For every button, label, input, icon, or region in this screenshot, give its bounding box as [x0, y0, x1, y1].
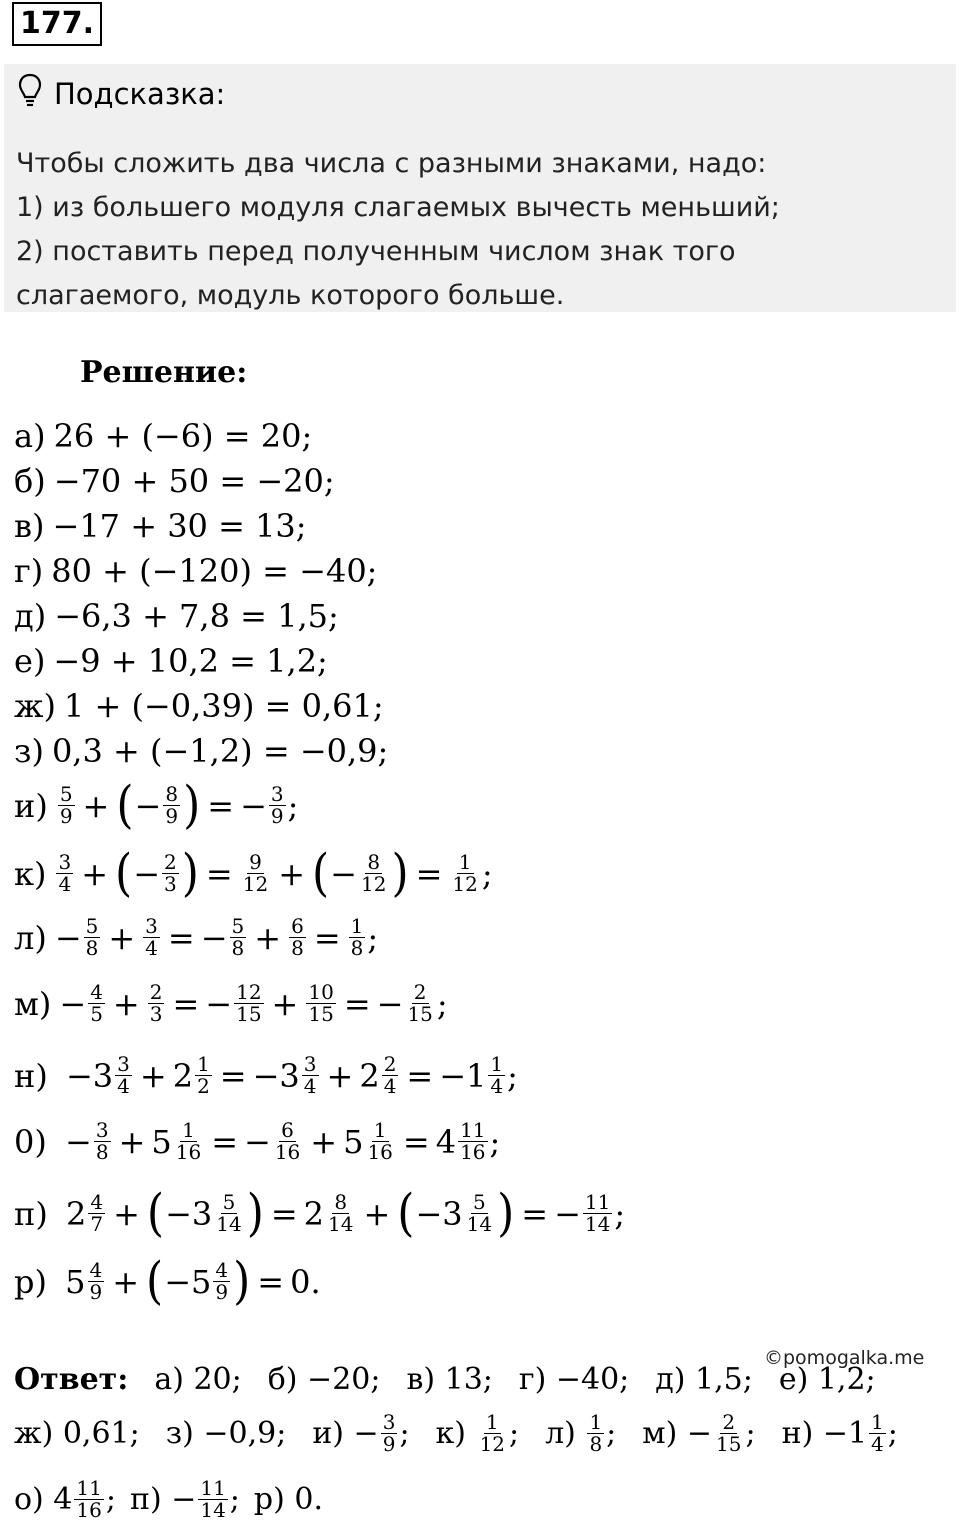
row-label: ж)	[14, 687, 56, 725]
answer-item: д) 1,5;	[655, 1362, 753, 1397]
solution-row-l: л) − $\frac{5}{8}$ + $\frac{3}{4}$ = − $\frac{5}{8}$ + $\frac{6}{8}$ = $\frac{1}{8}$ ;	[14, 914, 379, 960]
hint-line: слагаемого, модуль которого больше.	[16, 280, 565, 311]
answer-item: а) 20;	[154, 1362, 242, 1397]
hint-line: Чтобы сложить два числа с разными знаками, надо:	[16, 148, 767, 179]
row-expression: 80 + (−120) = −40;	[51, 552, 378, 590]
fraction: $\frac{1}{16}$	[175, 1118, 202, 1164]
fraction: $\frac{12}{15}$	[236, 980, 262, 1026]
solution-row-i: и) $\frac{5}{9}$ + ( − $\frac{8}{9}$ ) = − $\frac{3}{9}$ ;	[14, 776, 299, 835]
row-label: в)	[14, 507, 45, 545]
row-label: 0)	[14, 1122, 47, 1161]
solution-row-z	[14, 732, 388, 770]
solution-row-p: п) 2 $\frac{4}{7}$ + ( −3 $\frac{5}{14}$ ) = 2 $\frac{8}{14}$ + ( −3 $\frac{5}{14}$ ) = − $\frac{11}{14}$ ;	[14, 1184, 626, 1243]
fraction: $\frac{11}{14}$	[584, 1190, 611, 1236]
fraction: $\frac{2}{4}$	[383, 1052, 397, 1098]
solution-row-v	[14, 507, 307, 545]
row-label: г)	[14, 552, 44, 590]
row-expression: 1 + (−0,39) = 0,61;	[63, 687, 384, 725]
solution-row-e	[14, 642, 328, 680]
fraction: $\frac{3}{4}$	[145, 914, 158, 960]
row-label: м)	[14, 984, 52, 1023]
fraction: $\frac{2}{15}$	[407, 980, 433, 1026]
fraction: $\frac{4}{9}$	[215, 1258, 229, 1304]
fraction: $\frac{11}{16}$	[460, 1118, 486, 1164]
row-expression: 26 + (−6) = 20;	[53, 417, 313, 455]
answer-item: з) −0,9;	[165, 1416, 287, 1451]
lightbulb-icon	[18, 73, 42, 116]
solution-row-k: к) $\frac{3}{4}$ + ( − $\frac{2}{3}$ ) = $\frac{9}{12}$ + ( − $\frac{8}{12}$ ) = $\frac{1}{12}$ ;	[14, 844, 493, 903]
fraction: $\frac{6}{16}$	[274, 1118, 301, 1164]
answer-item: е) 1,2;	[778, 1362, 876, 1397]
row-label: б)	[14, 462, 46, 500]
answer-row-3	[14, 1478, 349, 1521]
fraction: $\frac{5}{8}$	[231, 914, 245, 960]
fraction: $\frac{1}{12}$	[452, 850, 478, 896]
answer-item: н) −1 $\frac{1}{4}$ ;	[781, 1410, 898, 1456]
answer-item: м) − $\frac{2}{15}$ ;	[642, 1410, 756, 1456]
row-expression: −9 + 10,2 = 1,2;	[53, 642, 328, 680]
fraction: $\frac{1}{4}$	[490, 1052, 504, 1098]
row-label: р)	[14, 1262, 47, 1301]
fraction: $\frac{8}{9}$	[165, 782, 179, 828]
hint-line: 2) поставить перед полученным числом знак того	[16, 236, 736, 267]
fraction: $\frac{2}{3}$	[164, 850, 177, 896]
fraction: $\frac{1}{2}$	[197, 1052, 210, 1098]
answer-item: ж) 0,61;	[14, 1416, 140, 1451]
row-label: а)	[14, 417, 46, 455]
solution-row-o: 0) − $\frac{3}{8}$ + 5 $\frac{1}{16}$ = − $\frac{6}{16}$ + 5 $\frac{1}{16}$ = 4 $\frac{11}{16}$ ;	[14, 1118, 501, 1164]
answer-row-1	[14, 1362, 902, 1397]
answer-item: л) $\frac{1}{8}$ ;	[545, 1410, 617, 1456]
row-expression: −6,3 + 7,8 = 1,5;	[54, 597, 339, 635]
fraction: $\frac{3}{4}$	[303, 1052, 317, 1098]
solution-row-zh	[14, 687, 384, 725]
fraction: $\frac{4}{5}$	[90, 980, 103, 1026]
answer-item: р) 0.	[253, 1482, 323, 1517]
solution-row-a	[14, 417, 312, 455]
answer-item: п) − $\frac{11}{14}$ ;	[129, 1476, 240, 1522]
answer-item: к) $\frac{1}{12}$ ;	[435, 1410, 520, 1456]
solution-heading: Решение:	[80, 355, 248, 390]
answer-item: в) 13;	[406, 1362, 493, 1397]
row-label: е)	[14, 642, 46, 680]
solution-row-g	[14, 552, 377, 590]
fraction: $\frac{6}{8}$	[291, 914, 304, 960]
fraction: $\frac{8}{12}$	[360, 850, 387, 896]
fraction: $\frac{9}{12}$	[242, 850, 269, 896]
fraction: $\frac{3}{8}$	[95, 1118, 109, 1164]
fraction: $\frac{5}{14}$	[216, 1190, 242, 1236]
fraction: $\frac{2}{3}$	[149, 980, 163, 1026]
task-number: 177.	[12, 2, 102, 46]
row-label: н)	[14, 1056, 48, 1095]
row-label: з)	[14, 732, 44, 770]
fraction: $\frac{1}{16}$	[367, 1118, 393, 1164]
solution-row-d	[14, 597, 339, 635]
fraction: $\frac{4}{7}$	[90, 1190, 104, 1236]
answer-title: Ответ:	[14, 1362, 129, 1397]
answer-row-2	[14, 1412, 924, 1455]
fraction: $\frac{8}{14}$	[328, 1190, 354, 1236]
hint-title: Подсказка:	[54, 77, 226, 111]
row-label: д)	[14, 597, 47, 635]
row-expression: −17 + 30 = 13;	[52, 507, 307, 545]
solution-row-n: н) −3 $\frac{3}{4}$ + 2 $\frac{1}{2}$ = −3 $\frac{3}{4}$ + 2 $\frac{2}{4}$ = −1 $\frac{1}{4}$ ;	[14, 1052, 518, 1098]
row-label: и)	[14, 786, 48, 825]
answer-item: о) 4 $\frac{11}{16}$ ;	[14, 1476, 116, 1522]
solution-row-b	[14, 462, 335, 500]
fraction: $\frac{3}{4}$	[117, 1052, 130, 1098]
answer-item: и) − $\frac{3}{9}$ ;	[312, 1410, 410, 1456]
fraction: $\frac{3}{9}$	[270, 782, 284, 828]
fraction: $\frac{5}{9}$	[59, 782, 73, 828]
fraction: $\frac{5}{8}$	[85, 914, 99, 960]
fraction: $\frac{3}{4}$	[58, 850, 72, 896]
fraction: $\frac{1}{8}$	[350, 914, 364, 960]
fraction: $\frac{4}{9}$	[89, 1258, 103, 1304]
hint-text	[16, 142, 946, 318]
watermark: ©pomogalka.me	[764, 1347, 925, 1369]
hint-line: 1) из большего модуля слагаемых вычесть меньший;	[16, 192, 780, 223]
row-expression: −70 + 50 = −20;	[53, 462, 335, 500]
fraction: $\frac{10}{15}$	[308, 980, 334, 1026]
answer-item: г) −40;	[518, 1362, 630, 1397]
fraction: $\frac{5}{14}$	[466, 1190, 493, 1236]
answer-item: б) −20;	[267, 1362, 381, 1397]
row-label: л)	[14, 918, 47, 957]
row-label: п)	[14, 1194, 48, 1233]
hint-box	[4, 64, 956, 312]
solution-row-r: р) 5 $\frac{4}{9}$ + ( −5 $\frac{4}{9}$ ) = 0.	[14, 1252, 321, 1311]
solution-row-m: м) − $\frac{4}{5}$ + $\frac{2}{3}$ = − $\frac{12}{15}$ + $\frac{10}{15}$ = − $\frac{2}{15}$ ;	[14, 980, 448, 1026]
row-label: к)	[14, 854, 47, 893]
hint-header	[18, 74, 225, 114]
row-expression: 0,3 + (−1,2) = −0,9;	[51, 732, 389, 770]
